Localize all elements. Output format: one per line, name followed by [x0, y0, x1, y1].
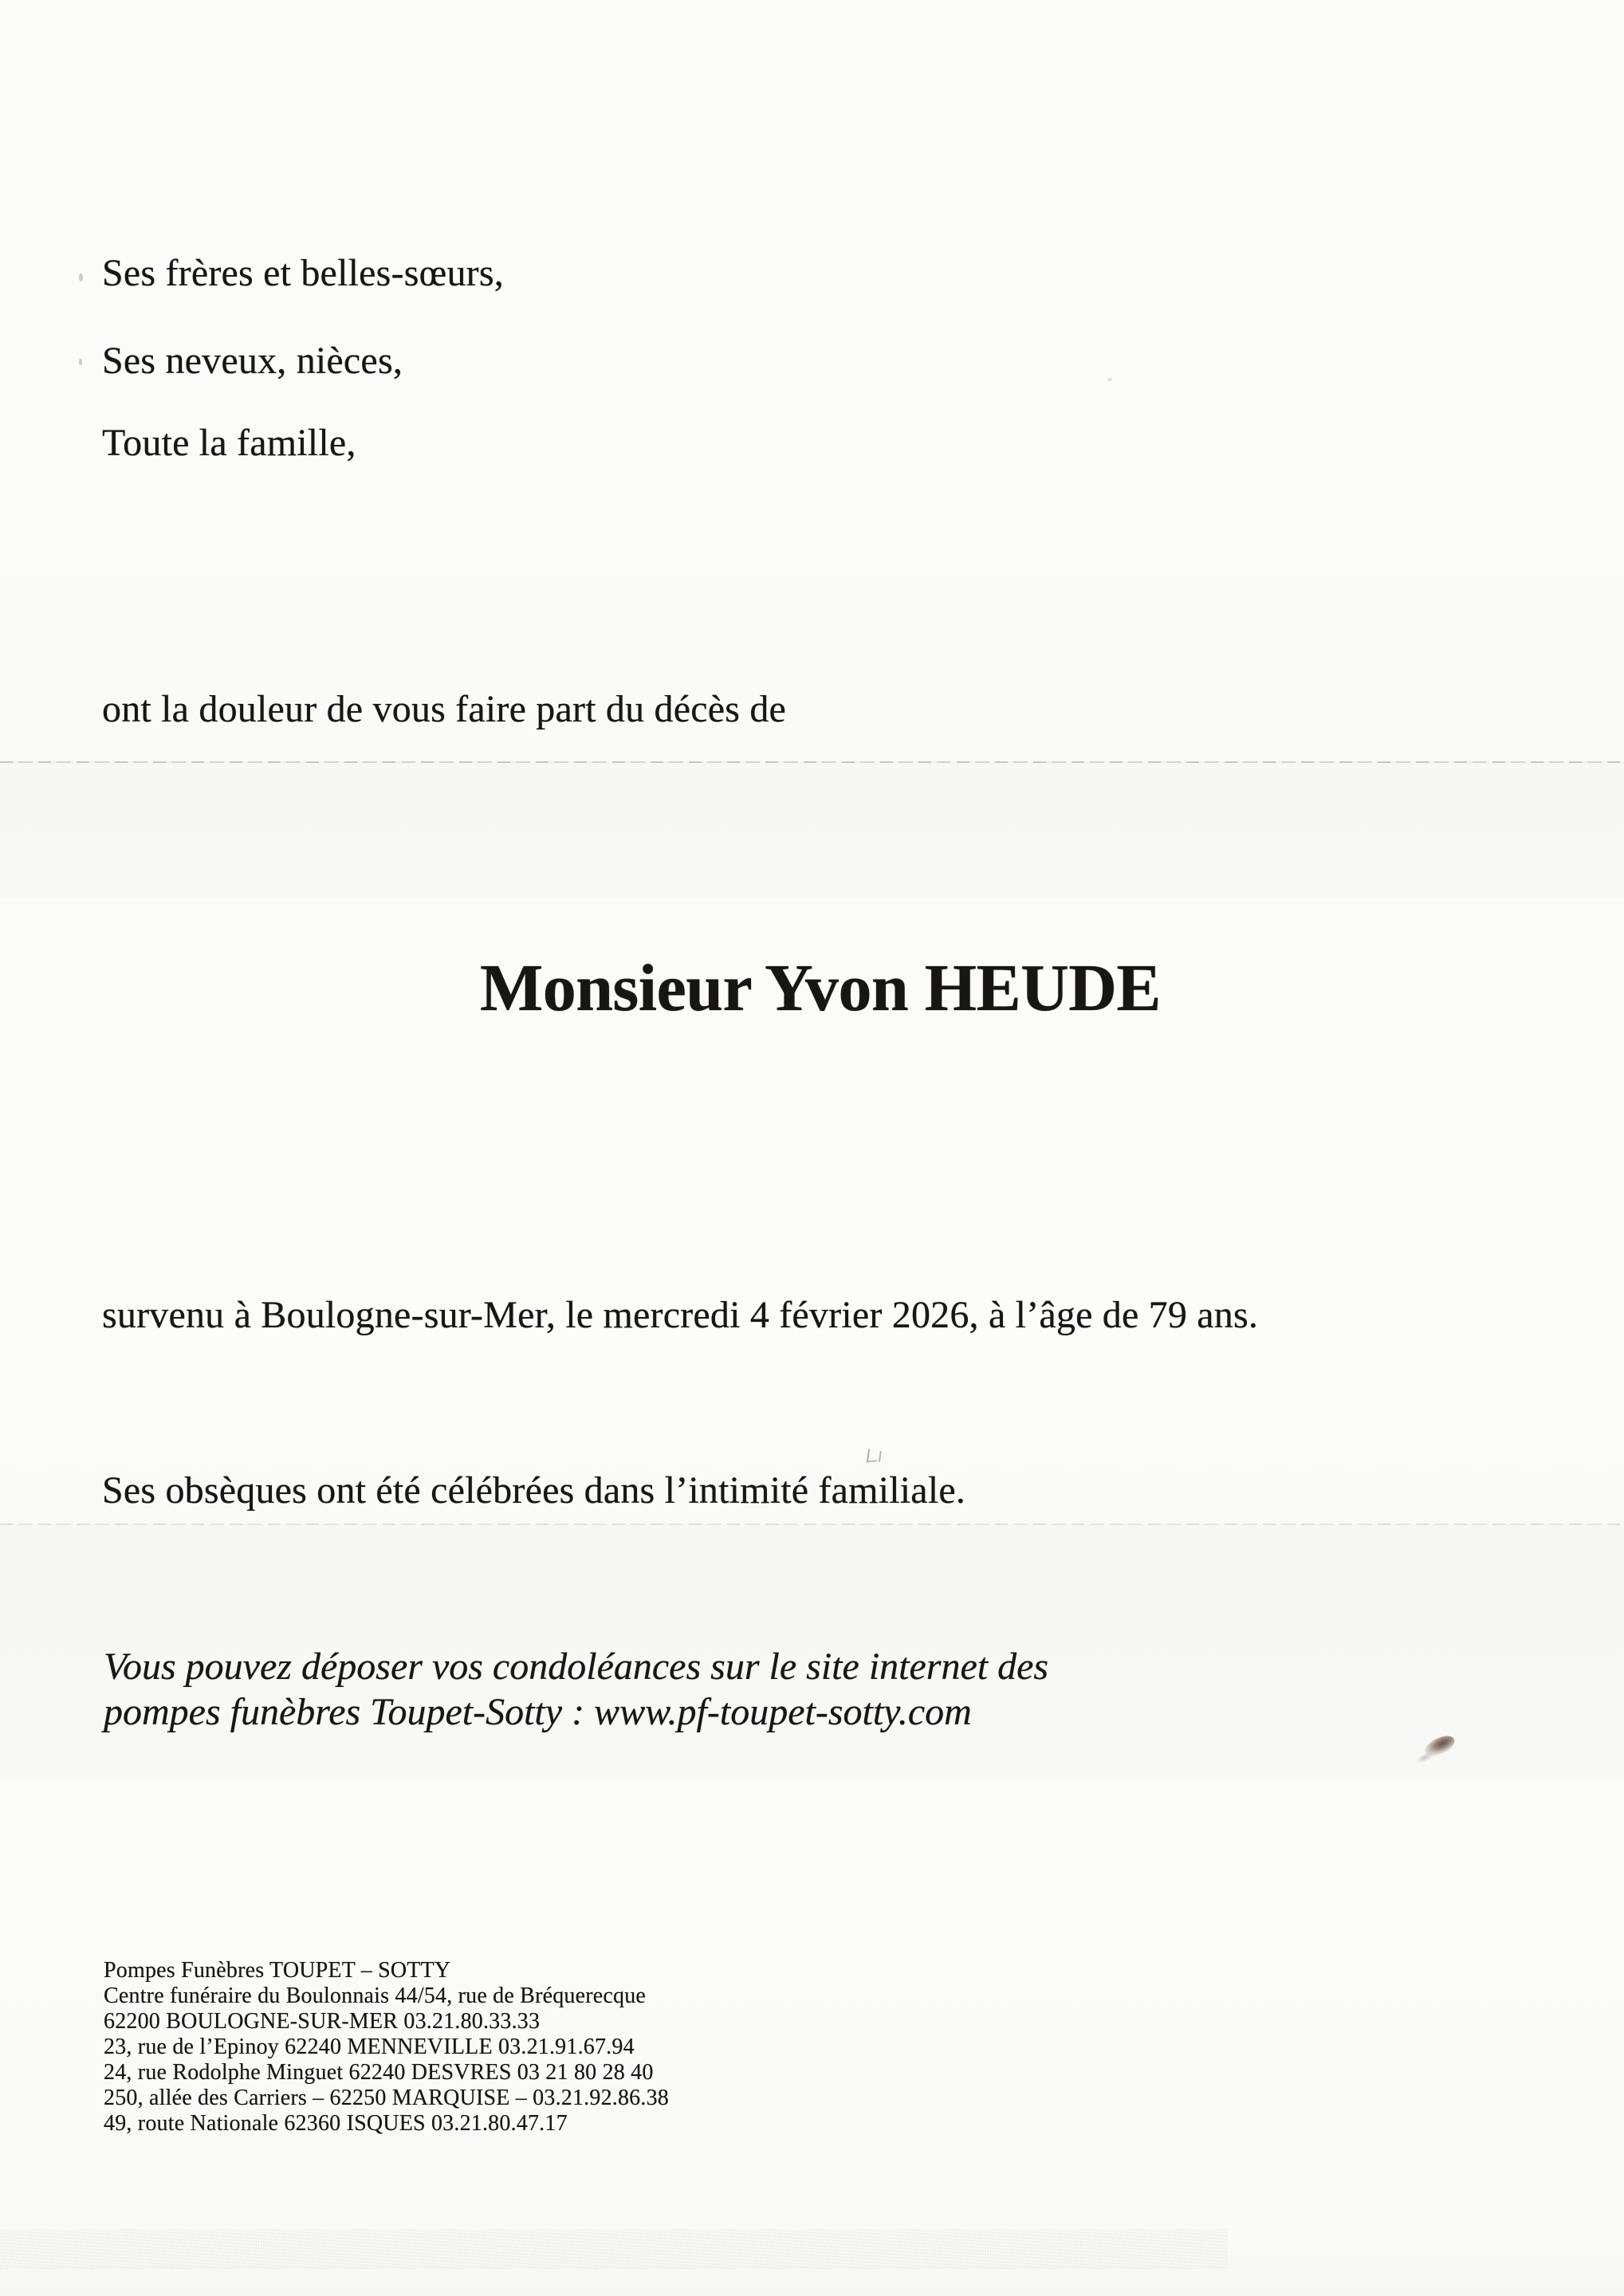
relatives-line-2: Ses neveux, nièces, — [102, 340, 403, 382]
scan-speck-artifact — [79, 273, 83, 281]
scan-line-artifact — [0, 761, 1624, 763]
funeral-home-block — [104, 1958, 669, 2137]
funeral-home-location-5: 250, allée des Carriers – 62250 MARQUISE – 03.21.92.86.38 — [104, 2086, 669, 2110]
funeral-home-location-2: 62200 BOULOGNE-SUR-MER 03.21.80.33.33 — [104, 2009, 541, 2034]
condolences-note-line-2: pompes funèbres Toupet-Sotty : www.pf-toupet-sotty.com — [104, 1691, 972, 1733]
ink-smudge-artifact — [1422, 1732, 1458, 1760]
death-statement: survenu à Boulogne-sur-Mer, le mercredi 4 février 2026, à l’âge de 79 ans. — [102, 1294, 1259, 1336]
funeral-statement: Ses obsèques ont été célébrées dans l’intimité familiale. — [102, 1469, 966, 1512]
condolences-note — [104, 1644, 1048, 1735]
relatives-line-3: Toute la famille, — [102, 422, 356, 464]
scan-speck-artifact — [79, 359, 82, 365]
funeral-home-name: Pompes Funèbres TOUPET – SOTTY — [104, 1958, 451, 1983]
funeral-home-location-6: 49, route Nationale 62360 ISQUES 03.21.80.47.17 — [104, 2111, 568, 2136]
funeral-home-location-3: 23, rue de l’Epinoy 62240 MENNEVILLE 03.21.91.67.94 — [104, 2035, 635, 2059]
funeral-home-location-1: Centre funéraire du Boulonnais 44/54, rue de Bréquerecque — [104, 1983, 647, 2008]
scan-shading-band — [0, 763, 1624, 898]
condolences-note-line-1: Vous pouvez déposer vos condoléances sur le site internet des — [104, 1645, 1049, 1688]
funeral-home-location-4: 24, rue Rodolphe Minguet 62240 DESVRES 03 21 80 28 40 — [104, 2060, 654, 2085]
announcement-intro: ont la douleur de vous faire part du décès de — [102, 688, 787, 730]
scan-speck-artifact — [867, 1448, 879, 1462]
scan-speck-artifact — [1107, 378, 1112, 381]
scan-line-artifact — [0, 1523, 1624, 1525]
scan-grain-artifact — [0, 2229, 1228, 2269]
relatives-line-1: Ses frères et belles-sœurs, — [102, 252, 504, 294]
deceased-name: Monsieur Yvon HEUDE — [480, 951, 1161, 1025]
